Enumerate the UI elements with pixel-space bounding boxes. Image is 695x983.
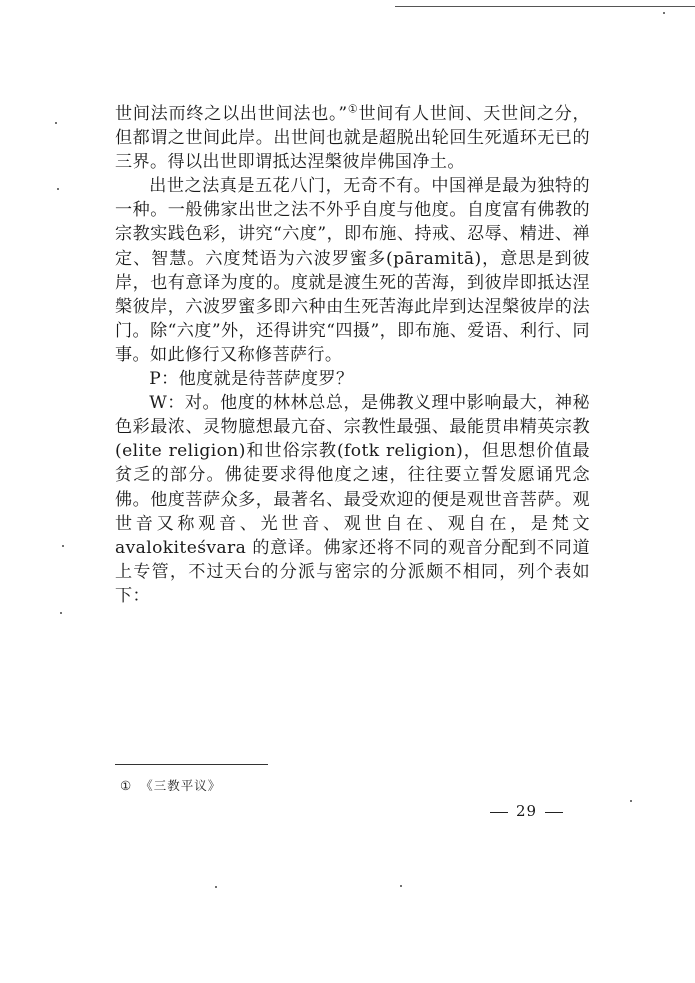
paragraph-1-text-b: 世间有人世间、天世间之分，但都谓之世间此岸。出世间也就是超脱出轮回生死遁环无已的三界。得以出世即谓抵达涅槃彼岸佛国净土。 [115, 104, 590, 173]
paragraph-2: 出世之法真是五花八门，无奇不有。中国禅是最为独特的一种。一般佛家出世之法不外乎自度与他度。自度富有佛教的宗教实践色彩，讲究“六度”，即布施、持戒、忍辱、精进、禅定、智慧。六度梵语为六波罗蜜多(pāramitā)，意思是到彼岸，也有意译为度的。度就是渡生死的苦海，到彼岸即抵达涅槃彼岸，六波罗蜜多即六种由生死苦海此岸到达涅槃彼岸的法门。除“六度”外，还得讲究“四摄”，即布施、爱语、利行、同事。如此修行又称修菩萨行。 [115, 176, 590, 365]
scan-speck [55, 122, 57, 124]
page-number-value: 29 [516, 802, 538, 820]
scan-speck [57, 188, 59, 190]
footnote-separator [115, 764, 268, 765]
paragraph-1 [115, 102, 590, 174]
top-edge-rule [395, 6, 695, 7]
footnote-text: 《三教平议》 [140, 778, 222, 793]
scan-speck [215, 886, 217, 888]
footnote-reference: ① [347, 102, 359, 116]
scan-speck [60, 612, 62, 614]
page-number-left-dash [490, 812, 508, 813]
footnote [120, 776, 221, 794]
body-text [115, 102, 590, 608]
scan-speck [663, 12, 665, 14]
page-number-right-dash [545, 812, 563, 813]
footnote-marker: ① [120, 778, 133, 793]
paragraph-4: W：对。他度的林林总总，是佛教义理中影响最大，神秘色彩最浓、灵物臆想最亢奋、宗教性最强、最能贯串精英宗教(elite religion)和世俗宗教(fotk religion)，但思想价值最贫乏的部分。佛徒要求得他度之速，往往要立誓发愿诵咒念佛。他度菩萨众多，最著名、最受欢迎的便是观世音菩萨。观世音又称观音、光世音、观世自在、观自在，是梵文 avalokiteśvara 的意译。佛家还将不同的观音分配到不同道上专管，不过天台的分派与密宗的分派颇不相同，列个表如下： [115, 393, 590, 606]
scan-speck [630, 800, 632, 802]
paragraph-3: P：他度就是待菩萨度罗？ [149, 369, 354, 390]
paragraph-1-text-a: 世间法而终之以出世间法也。” [115, 104, 348, 124]
page-number [482, 802, 571, 820]
scan-speck [62, 545, 64, 547]
scan-speck [400, 885, 402, 887]
